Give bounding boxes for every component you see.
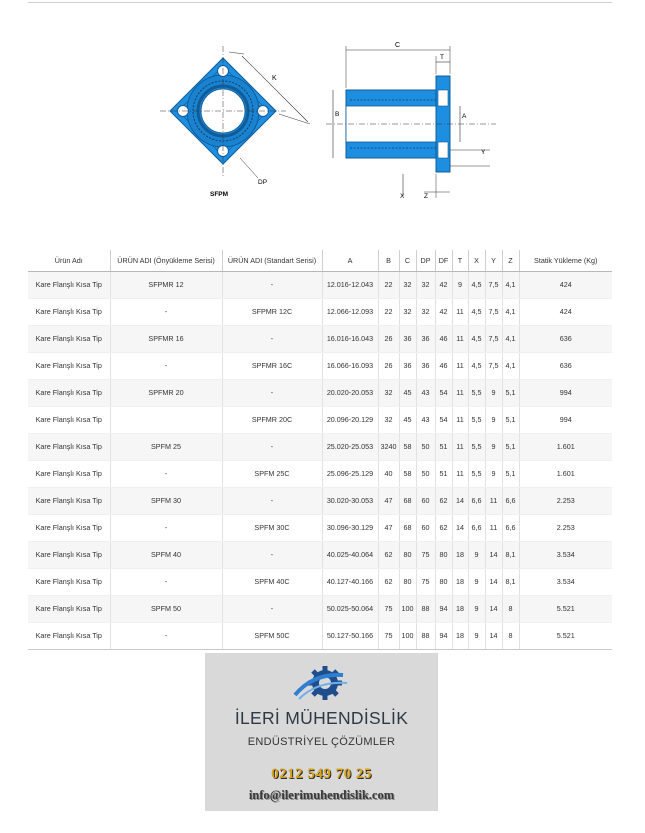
table-row <box>28 325 612 352</box>
table-cell: 40.025-40.064 <box>322 541 378 568</box>
table-cell: 994 <box>519 406 612 433</box>
dimension-a-label: A <box>462 113 467 120</box>
table-cell: 5.521 <box>519 595 612 622</box>
company-banner <box>205 653 438 811</box>
table-cell: 4,1 <box>502 298 519 325</box>
table-cell: 11 <box>452 379 468 406</box>
front-view <box>160 46 310 198</box>
table-cell: 50.127-50.166 <box>322 622 378 649</box>
table-cell: 8,1 <box>502 568 519 595</box>
table-cell: 43 <box>416 379 435 406</box>
table-cell: 5,1 <box>502 379 519 406</box>
table-cell: 60 <box>416 514 435 541</box>
table-cell: 18 <box>452 568 468 595</box>
column-header: B <box>378 250 399 271</box>
table-cell: 16.066-16.093 <box>322 352 378 379</box>
table-cell: - <box>110 568 222 595</box>
table-cell: SFPMR 12C <box>222 298 322 325</box>
gear-logo-icon <box>293 665 351 705</box>
table-cell: 100 <box>399 622 416 649</box>
table-cell: SPFMR 16 <box>110 325 222 352</box>
table-row <box>28 379 612 406</box>
table-cell: 75 <box>416 541 435 568</box>
company-tagline: ENDÜSTRİYEL ÇÖZÜMLER <box>247 736 396 748</box>
column-header: C <box>399 250 416 271</box>
table-cell: 43 <box>416 406 435 433</box>
table-cell: 20.096-20.129 <box>322 406 378 433</box>
table-cell: Kare Flanşlı Kısa Tip <box>28 514 110 541</box>
table-cell: 9 <box>452 271 468 298</box>
table-row <box>28 595 612 622</box>
table-cell: 36 <box>399 352 416 379</box>
table-cell: - <box>222 379 322 406</box>
table-cell: Kare Flanşlı Kısa Tip <box>28 622 110 649</box>
table-cell: 7,5 <box>485 271 502 298</box>
table-cell: 1.601 <box>519 433 612 460</box>
table-cell: 4,5 <box>468 352 485 379</box>
table-cell: 30.020-30.053 <box>322 487 378 514</box>
table-cell: 32 <box>416 271 435 298</box>
table-cell: Kare Flanşlı Kısa Tip <box>28 352 110 379</box>
table-cell: 88 <box>416 622 435 649</box>
table-cell: SPFM 50 <box>110 595 222 622</box>
table-cell: 3.534 <box>519 568 612 595</box>
table-cell: Kare Flanşlı Kısa Tip <box>28 487 110 514</box>
table-cell: - <box>110 298 222 325</box>
table-cell: - <box>222 487 322 514</box>
table-cell: 12.066-12.093 <box>322 298 378 325</box>
table-cell: 8 <box>502 595 519 622</box>
table-cell <box>110 406 222 433</box>
table-cell: 7,5 <box>485 298 502 325</box>
table-cell: 9 <box>485 433 502 460</box>
table-cell: 50 <box>416 433 435 460</box>
table-cell: 80 <box>435 541 452 568</box>
side-view <box>326 42 496 200</box>
column-header: Y <box>485 250 502 271</box>
table-cell: 54 <box>435 379 452 406</box>
table-row <box>28 514 612 541</box>
table-cell: 11 <box>452 433 468 460</box>
column-header: Ürün Adı <box>28 250 110 271</box>
table-cell: 9 <box>485 406 502 433</box>
table-cell: 1.601 <box>519 460 612 487</box>
table-cell: SPFMR 20 <box>110 379 222 406</box>
table-cell: 9 <box>485 379 502 406</box>
column-header: DF <box>435 250 452 271</box>
table-cell: 14 <box>485 622 502 649</box>
dimension-y-label: Y <box>481 149 486 156</box>
table-cell: 7,5 <box>485 325 502 352</box>
table-cell: Kare Flanşlı Kısa Tip <box>28 541 110 568</box>
column-header: T <box>452 250 468 271</box>
table-cell: Kare Flanşlı Kısa Tip <box>28 325 110 352</box>
dimension-b-label: B <box>335 111 340 118</box>
table-cell: 25.020-25.053 <box>322 433 378 460</box>
table-cell: 11 <box>452 325 468 352</box>
table-cell: 9 <box>468 541 485 568</box>
table-cell: 14 <box>485 568 502 595</box>
table-cell: 36 <box>416 352 435 379</box>
table-cell: 32 <box>378 406 399 433</box>
table-row <box>28 433 612 460</box>
dimension-x-label: X <box>400 193 405 200</box>
table-cell: 14 <box>485 541 502 568</box>
table-cell: - <box>222 433 322 460</box>
table-cell: 4,5 <box>468 298 485 325</box>
table-cell: 6,6 <box>502 514 519 541</box>
table-cell: Kare Flanşlı Kısa Tip <box>28 595 110 622</box>
table-cell: 32 <box>399 271 416 298</box>
table-cell: 18 <box>452 595 468 622</box>
product-technical-drawing <box>150 38 510 210</box>
table-cell: 6,6 <box>502 487 519 514</box>
table-cell: 68 <box>399 514 416 541</box>
table-cell: Kare Flanşlı Kısa Tip <box>28 406 110 433</box>
column-header: X <box>468 250 485 271</box>
table-cell: 40 <box>378 460 399 487</box>
table-cell: Kare Flanşlı Kısa Tip <box>28 271 110 298</box>
table-cell: 45 <box>399 406 416 433</box>
table-cell: 51 <box>435 460 452 487</box>
table-cell: 636 <box>519 325 612 352</box>
table-cell: 9 <box>468 595 485 622</box>
table-cell: 4,1 <box>502 271 519 298</box>
table-cell: 62 <box>435 487 452 514</box>
model-label: SFPM <box>210 191 229 198</box>
table-cell: 2.253 <box>519 487 612 514</box>
table-cell: 94 <box>435 595 452 622</box>
table-cell: - <box>222 595 322 622</box>
table-cell: SPFM 50C <box>222 622 322 649</box>
table-cell: - <box>222 271 322 298</box>
table-cell: 5,5 <box>468 406 485 433</box>
table-cell: 80 <box>399 568 416 595</box>
table-cell: 8 <box>502 622 519 649</box>
table-cell: 32 <box>416 298 435 325</box>
table-cell: SPFMR 20C <box>222 406 322 433</box>
table-cell: 58 <box>399 460 416 487</box>
table-cell: 88 <box>416 595 435 622</box>
table-cell: 60 <box>416 487 435 514</box>
table-row <box>28 271 612 298</box>
table-cell: 4,5 <box>468 325 485 352</box>
dimension-c-label: C <box>395 42 401 49</box>
table-cell: 16.016-16.043 <box>322 325 378 352</box>
table-cell: 40.127-40.166 <box>322 568 378 595</box>
table-cell: 30.096-30.129 <box>322 514 378 541</box>
email-address: info@ilerimuhendislik.com <box>248 788 395 802</box>
column-header: A <box>322 250 378 271</box>
table-cell: SPFM 30C <box>222 514 322 541</box>
table-cell: 6,6 <box>468 514 485 541</box>
table-cell: 36 <box>399 325 416 352</box>
column-header: Statik Yükleme (Kg) <box>519 250 612 271</box>
table-cell: 2.253 <box>519 514 612 541</box>
table-cell: 26 <box>378 325 399 352</box>
table-cell: 80 <box>399 541 416 568</box>
table-cell: SFPMR 12 <box>110 271 222 298</box>
table-header-row <box>28 250 612 271</box>
table-cell: 11 <box>485 514 502 541</box>
table-row <box>28 406 612 433</box>
table-cell: 47 <box>378 487 399 514</box>
column-header: DP <box>416 250 435 271</box>
dimension-dp-label: DP <box>258 179 268 186</box>
table-cell: 54 <box>435 406 452 433</box>
table-cell: 9 <box>468 622 485 649</box>
table-cell: 75 <box>378 595 399 622</box>
dimension-t-label: T <box>440 54 444 61</box>
table-cell: Kare Flanşlı Kısa Tip <box>28 568 110 595</box>
table-body <box>28 271 612 649</box>
table-cell: 94 <box>435 622 452 649</box>
table-cell: Kare Flanşlı Kısa Tip <box>28 433 110 460</box>
table-cell: 424 <box>519 271 612 298</box>
dimension-k-label: K <box>272 75 277 82</box>
table-cell: SPFM 25C <box>222 460 322 487</box>
table-cell: 51 <box>435 433 452 460</box>
table-row <box>28 487 612 514</box>
table-cell: 3240 <box>378 433 399 460</box>
table-cell: 11 <box>452 352 468 379</box>
table-cell: 42 <box>435 298 452 325</box>
table-cell: 46 <box>435 325 452 352</box>
table-cell: 50 <box>416 460 435 487</box>
table-cell: 58 <box>399 433 416 460</box>
table-cell: 636 <box>519 352 612 379</box>
table-cell: - <box>222 325 322 352</box>
table-row <box>28 568 612 595</box>
table-cell: - <box>110 460 222 487</box>
phone-number: 0212 549 70 25 <box>271 766 372 782</box>
spec-table <box>28 250 612 650</box>
table-cell: - <box>222 541 322 568</box>
table-cell: 8,1 <box>502 541 519 568</box>
table-cell: 68 <box>399 487 416 514</box>
table-cell: 62 <box>378 541 399 568</box>
table-cell: 12.016-12.043 <box>322 271 378 298</box>
table-cell: 5.521 <box>519 622 612 649</box>
table-cell: 25.096-25.129 <box>322 460 378 487</box>
table-cell: 7,5 <box>485 352 502 379</box>
table-cell: 5,1 <box>502 433 519 460</box>
table-row <box>28 352 612 379</box>
table-cell: SPFMR 16C <box>222 352 322 379</box>
table-cell: 5,5 <box>468 433 485 460</box>
table-cell: - <box>110 622 222 649</box>
column-header: Z <box>502 250 519 271</box>
table-cell: 32 <box>378 379 399 406</box>
table-cell: 22 <box>378 271 399 298</box>
table-cell: 11 <box>485 487 502 514</box>
table-cell: 5,1 <box>502 406 519 433</box>
column-header: ÜRÜN ADI (Önyükleme Serisi) <box>110 250 222 271</box>
table-cell: 4,5 <box>468 271 485 298</box>
company-name: İLERİ MÜHENDİSLİK <box>234 708 409 728</box>
table-cell: 26 <box>378 352 399 379</box>
table-cell: SPFM 40 <box>110 541 222 568</box>
table-cell: 20.020-20.053 <box>322 379 378 406</box>
table-cell: 18 <box>452 622 468 649</box>
table-row <box>28 622 612 649</box>
table-cell: 46 <box>435 352 452 379</box>
table-cell: SPFM 25 <box>110 433 222 460</box>
table-cell: 11 <box>452 460 468 487</box>
table-row <box>28 541 612 568</box>
table-cell: 45 <box>399 379 416 406</box>
table-cell: 47 <box>378 514 399 541</box>
table-cell: 9 <box>485 460 502 487</box>
table-cell: SPFM 40C <box>222 568 322 595</box>
table-cell: 5,1 <box>502 460 519 487</box>
top-divider <box>28 2 612 3</box>
table-cell: 3.534 <box>519 541 612 568</box>
table-row <box>28 460 612 487</box>
table-cell: Kare Flanşlı Kısa Tip <box>28 298 110 325</box>
table-cell: 4,1 <box>502 352 519 379</box>
table-cell: 5,5 <box>468 379 485 406</box>
table-cell: 18 <box>452 541 468 568</box>
table-cell: - <box>110 352 222 379</box>
table-cell: 75 <box>378 622 399 649</box>
table-row <box>28 298 612 325</box>
table-cell: 42 <box>435 271 452 298</box>
table-cell: 62 <box>435 514 452 541</box>
table-cell: 11 <box>452 406 468 433</box>
table-cell: 424 <box>519 298 612 325</box>
table-cell: - <box>110 514 222 541</box>
table-cell: 14 <box>452 514 468 541</box>
column-header: ÜRÜN ADI (Standart Serisi) <box>222 250 322 271</box>
table-cell: 62 <box>378 568 399 595</box>
table-cell: 11 <box>452 298 468 325</box>
table-cell: 4,1 <box>502 325 519 352</box>
table-cell: 14 <box>485 595 502 622</box>
table-cell: 32 <box>399 298 416 325</box>
dimension-z-label: Z <box>424 193 428 200</box>
table-cell: 9 <box>468 568 485 595</box>
table-cell: 50.025-50.064 <box>322 595 378 622</box>
table-cell: 75 <box>416 568 435 595</box>
table-cell: 22 <box>378 298 399 325</box>
table-cell: SPFM 30 <box>110 487 222 514</box>
table-cell: 6,6 <box>468 487 485 514</box>
table-cell: 36 <box>416 325 435 352</box>
table-cell: 14 <box>452 487 468 514</box>
table-cell: 100 <box>399 595 416 622</box>
table-cell: Kare Flanşlı Kısa Tip <box>28 460 110 487</box>
table-cell: 80 <box>435 568 452 595</box>
table-cell: Kare Flanşlı Kısa Tip <box>28 379 110 406</box>
table-cell: 994 <box>519 379 612 406</box>
table-cell: 5,5 <box>468 460 485 487</box>
